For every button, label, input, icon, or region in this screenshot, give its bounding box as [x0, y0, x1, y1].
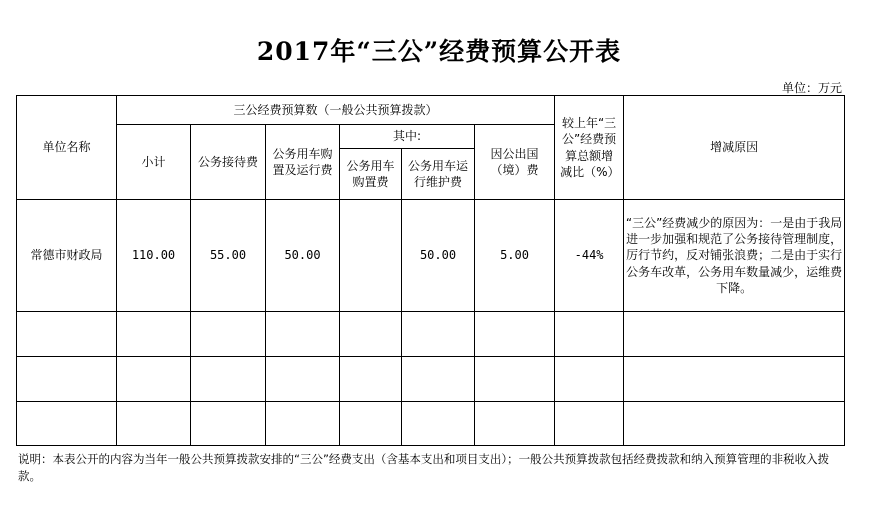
table-row: [17, 200, 845, 312]
page-title: 2017年“三公”经费预算公开表: [256, 37, 622, 66]
header-subtotal: 小计: [117, 125, 191, 200]
footnote: 说明：本表公开的内容为当年一般公共预算拨款安排的“三公”经费支出（含基本支出和项目支出）；一般公共预算拨款包括经费拨款和纳入预算管理的非税收入拨款。: [18, 452, 830, 483]
cell-reason: “三公”经费减少的原因为：一是由于我局进一步加强和规范了公务接待管理制度，厉行节约，反对铺张浪费；二是由于实行公务车改革，公务用车数量减少，运维费下降。: [624, 200, 845, 312]
cell-reception: 55.00: [191, 200, 266, 312]
header-reason: 增减原因: [624, 96, 845, 200]
header-vehicle-purchase: 公务用车购置费: [340, 149, 402, 200]
header-vehicle-total: 公务用车购置及运行费: [266, 125, 340, 200]
cell-change-rate: -44%: [555, 200, 624, 312]
table-row: [17, 402, 845, 446]
cell-vehicle-total: 50.00: [266, 200, 340, 312]
header-among: 其中:: [340, 125, 475, 149]
table-row: [17, 357, 845, 402]
cell-vehicle-purchase: [340, 200, 402, 312]
header-vehicle-operation: 公务用车运行维护费: [402, 149, 475, 200]
budget-table: [16, 95, 845, 446]
header-change-rate: 较上年“三公”经费预算总额增减比（%）: [555, 96, 624, 200]
header-budget-group: 三公经费预算数（一般公共预算拨款）: [117, 96, 555, 125]
header-unit-name: 单位名称: [17, 96, 117, 200]
cell-subtotal: 110.00: [117, 200, 191, 312]
table-row: [17, 312, 845, 357]
cell-abroad: 5.00: [475, 200, 555, 312]
header-reception: 公务接待费: [191, 125, 266, 200]
cell-vehicle-operation: 50.00: [402, 200, 475, 312]
cell-unit: 常德市财政局: [17, 200, 117, 312]
header-abroad: 因公出国（境）费: [475, 125, 555, 200]
unit-label: 单位：万元: [781, 81, 842, 95]
